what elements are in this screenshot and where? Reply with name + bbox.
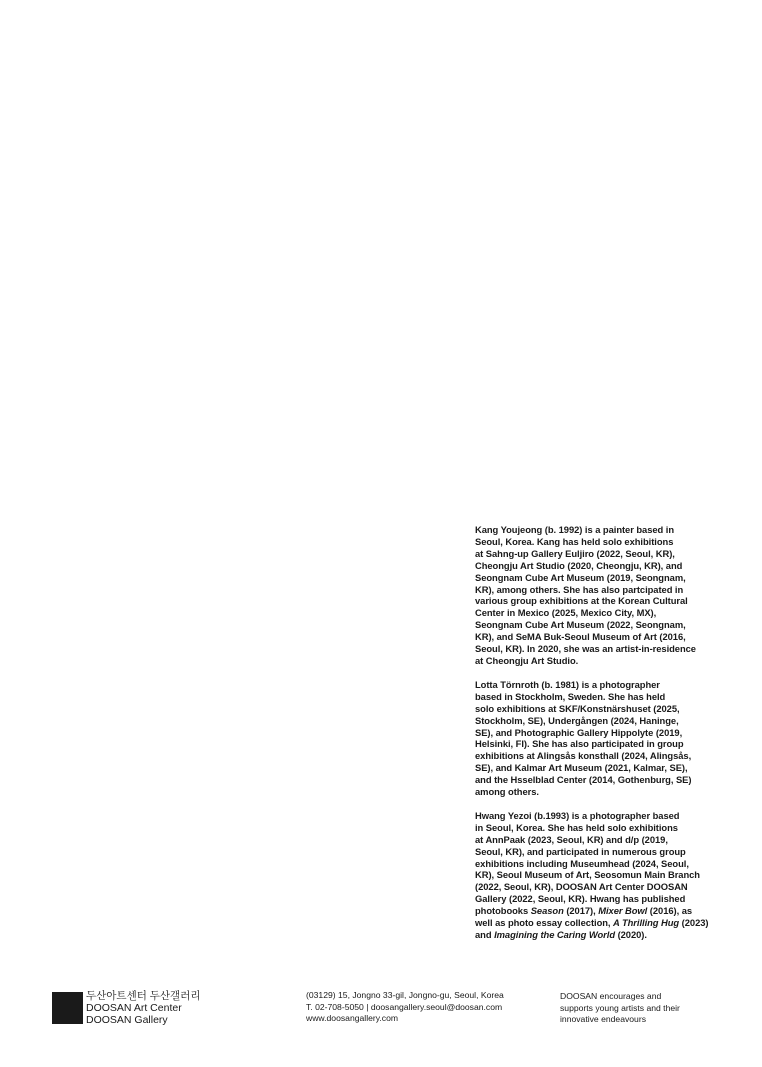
bio-text: Kang Youjeong (b. 1992) is a painter based in Seoul, Korea. Kang has held solo exhibitions at Sahng-up Gallery Euljiro (2022, Seoul, KR), Cheongju Art Studio (2020, Cheongju, KR), and Seongnam Cube Art Museum (2019, Seongnam, KR), among others. She has also partcipated in various group exhibitions at the Korean Cultural Center in Mexico (2025, Mexico City, MX), Seongnam Cube Art Museum (2022, Seongnam, KR), and SeMA Buk-Seoul Museum of Art (2016, Seoul, KR). In 2020, she was an artist-in-residence at Cheongju Art Studio.: [475, 524, 696, 666]
bio-text: Hwang Yezoi (b.1993) is a photographer based in Seoul, Korea. She has held solo exhibitions at AnnPaak (2023, Seoul, KR) and d/p (2019, Seoul, KR), and participated in numerous group exhibitions including Museumhead (2024, Seoul, KR), Seoul Museum of Art, Seosomun Main Branch (2022, Seoul, KR), DOOSAN Art Center DOOSAN Gallery (2022, Seoul, KR). Hwang has published photobooks: [475, 809, 700, 917]
bio-title-italic: Imagining the Caring World: [494, 929, 616, 940]
bio-text: (2017),: [563, 905, 599, 917]
org-name-korean: 두산아트센터 두산갤러리: [86, 990, 201, 1002]
bio-text: (2016), as well as photo essay collection,: [475, 905, 693, 929]
bio-text: (2023) and: [475, 917, 709, 940]
website-link[interactable]: www.doosangallery.com: [306, 1013, 399, 1024]
logo-block-icon: [52, 992, 83, 1024]
bio-lotta-tornroth: [475, 679, 725, 798]
mission-line-1: DOOSAN encourages and: [560, 991, 662, 1001]
bio-kang-youjeong: [475, 524, 725, 667]
address: (03129) 15, Jongno 33-gil, Jongno-gu, Seoul, Korea: [306, 990, 504, 1000]
bio-title-italic: A Thrilling Hug: [613, 917, 680, 929]
footer-contact: [306, 990, 504, 1025]
bio-text: (2020).: [615, 929, 647, 940]
footer-mission: [560, 991, 680, 1026]
org-name-english-art-center: DOOSAN Art Center: [86, 1002, 182, 1015]
phone-email[interactable]: T. 02-708-5050 | doosangallery.seoul@doosan.com: [306, 1001, 503, 1012]
bio-title-italic: Season: [530, 905, 564, 917]
mission-line-2: supports young artists and their: [560, 1002, 680, 1013]
bio-text: Lotta Törnroth (b. 1981) is a photographer based in Stockholm, Sweden. She has held solo exhibitions at SKF/Konstnärshuset (2025, Stockholm, SE), Undergången (2024, Haninge, SE), and Photographic Gallery Hippolyte (2019, Helsinki, FI). She has also participated in group exhibitions at Alingsås konsthall (2024, Alingsås, SE), and Kalmar Art Museum (2021, Kalmar, SE), and the Hsselblad Center (2014, Gothenburg, SE) among others.: [475, 678, 692, 798]
footer-organization: [86, 990, 201, 1027]
bio-hwang-yezoi: [475, 810, 725, 941]
bio-title-italic: Mixer Bowl: [598, 905, 648, 917]
artist-bios: [475, 524, 725, 953]
mission-line-3: innovative endeavours: [560, 1014, 646, 1025]
org-name-english-gallery: DOOSAN Gallery: [86, 1014, 168, 1027]
